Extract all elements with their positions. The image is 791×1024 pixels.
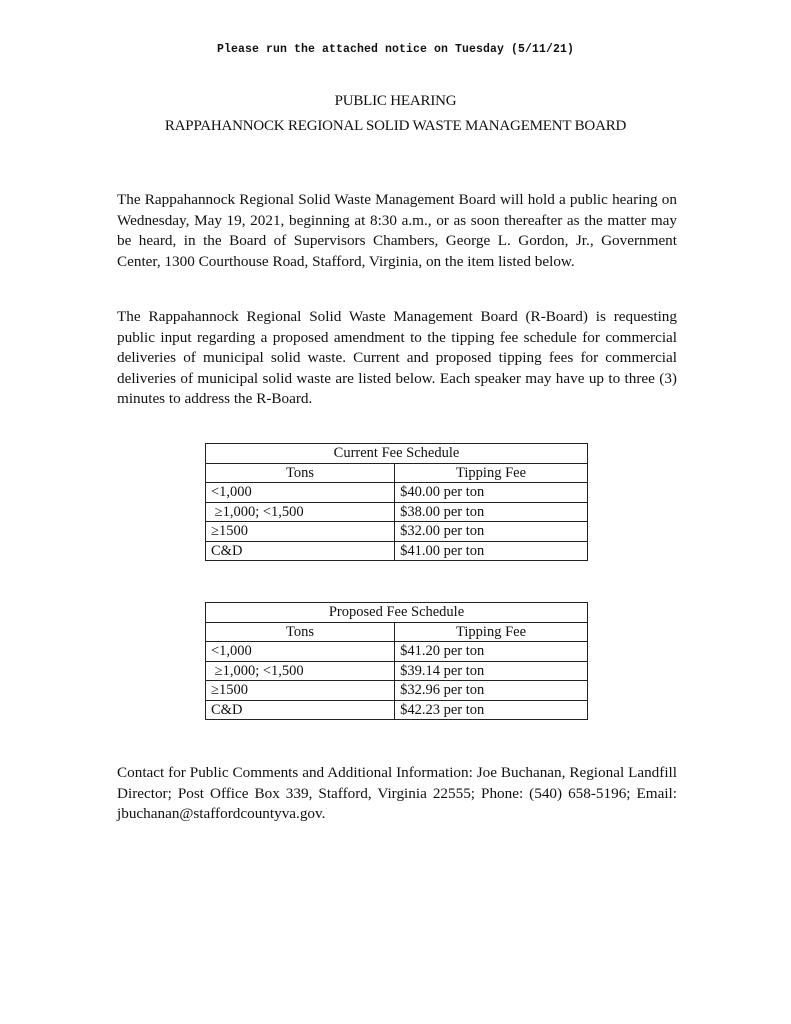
board-name-heading: RAPPAHANNOCK REGIONAL SOLID WASTE MANAGEMENT BOARD xyxy=(164,118,627,134)
column-header-tipping-fee: Tipping Fee xyxy=(395,622,588,642)
tons-cell: <1,000 xyxy=(206,642,395,662)
table-row xyxy=(206,700,588,720)
table-caption: Current Fee Schedule xyxy=(206,444,588,464)
table-row xyxy=(206,502,588,522)
column-header-tipping-fee: Tipping Fee xyxy=(395,463,588,483)
tons-cell: ≥1,000; <1,500 xyxy=(206,502,395,522)
hearing-details-paragraph: The Rappahannock Regional Solid Waste Management Board will hold a public hearing on Wednesday, May 19, 2021, beginning at 8:30 a.m., or as soon thereafter as the matter may be heard, in the Board of Supervisors Chambers, George L. Gordon, Jr., Government Center, 1300 Courthouse Road, Stafford, Virginia, on the item listed below. xyxy=(117,191,677,270)
table-row xyxy=(206,642,588,662)
table-row xyxy=(206,681,588,701)
table-row xyxy=(206,522,588,542)
table-row xyxy=(206,541,588,561)
column-header-tons: Tons xyxy=(206,622,395,642)
run-instruction-note: Please run the attached notice on Tuesday (5/11/21) xyxy=(216,43,575,56)
notice-title: PUBLIC HEARING xyxy=(334,93,457,109)
fee-cell: $39.14 per ton xyxy=(395,661,588,681)
table-row xyxy=(206,483,588,503)
table-row xyxy=(206,661,588,681)
fee-cell: $41.00 per ton xyxy=(395,541,588,561)
fee-cell: $32.00 per ton xyxy=(395,522,588,542)
tons-cell: ≥1500 xyxy=(206,522,395,542)
tons-cell: <1,000 xyxy=(206,483,395,503)
purpose-paragraph: The Rappahannock Regional Solid Waste Management Board (R-Board) is requesting public input regarding a proposed amendment to the tipping fee schedule for commercial deliveries of municipal solid waste. Current and proposed tipping fees for commercial deliveries of municipal solid waste are listed below. Each speaker may have up to three (3) minutes to address the R-Board. xyxy=(117,308,677,407)
column-header-tons: Tons xyxy=(206,463,395,483)
fee-cell: $32.96 per ton xyxy=(395,681,588,701)
fee-cell: $38.00 per ton xyxy=(395,502,588,522)
contact-paragraph: Contact for Public Comments and Additional Information: Joe Buchanan, Regional Landfill Director; Post Office Box 339, Stafford, Virginia 22555; Phone: (540) 658-5196; Email: jbuchanan@staffordcountyva.gov. xyxy=(117,764,677,822)
tons-cell: ≥1,000; <1,500 xyxy=(206,661,395,681)
current-fee-schedule-table xyxy=(205,443,588,561)
fee-cell: $41.20 per ton xyxy=(395,642,588,662)
tons-cell: ≥1500 xyxy=(206,681,395,701)
fee-cell: $42.23 per ton xyxy=(395,700,588,720)
proposed-fee-schedule-table xyxy=(205,602,588,720)
table-caption: Proposed Fee Schedule xyxy=(206,603,588,623)
tons-cell: C&D xyxy=(206,541,395,561)
fee-cell: $40.00 per ton xyxy=(395,483,588,503)
tons-cell: C&D xyxy=(206,700,395,720)
